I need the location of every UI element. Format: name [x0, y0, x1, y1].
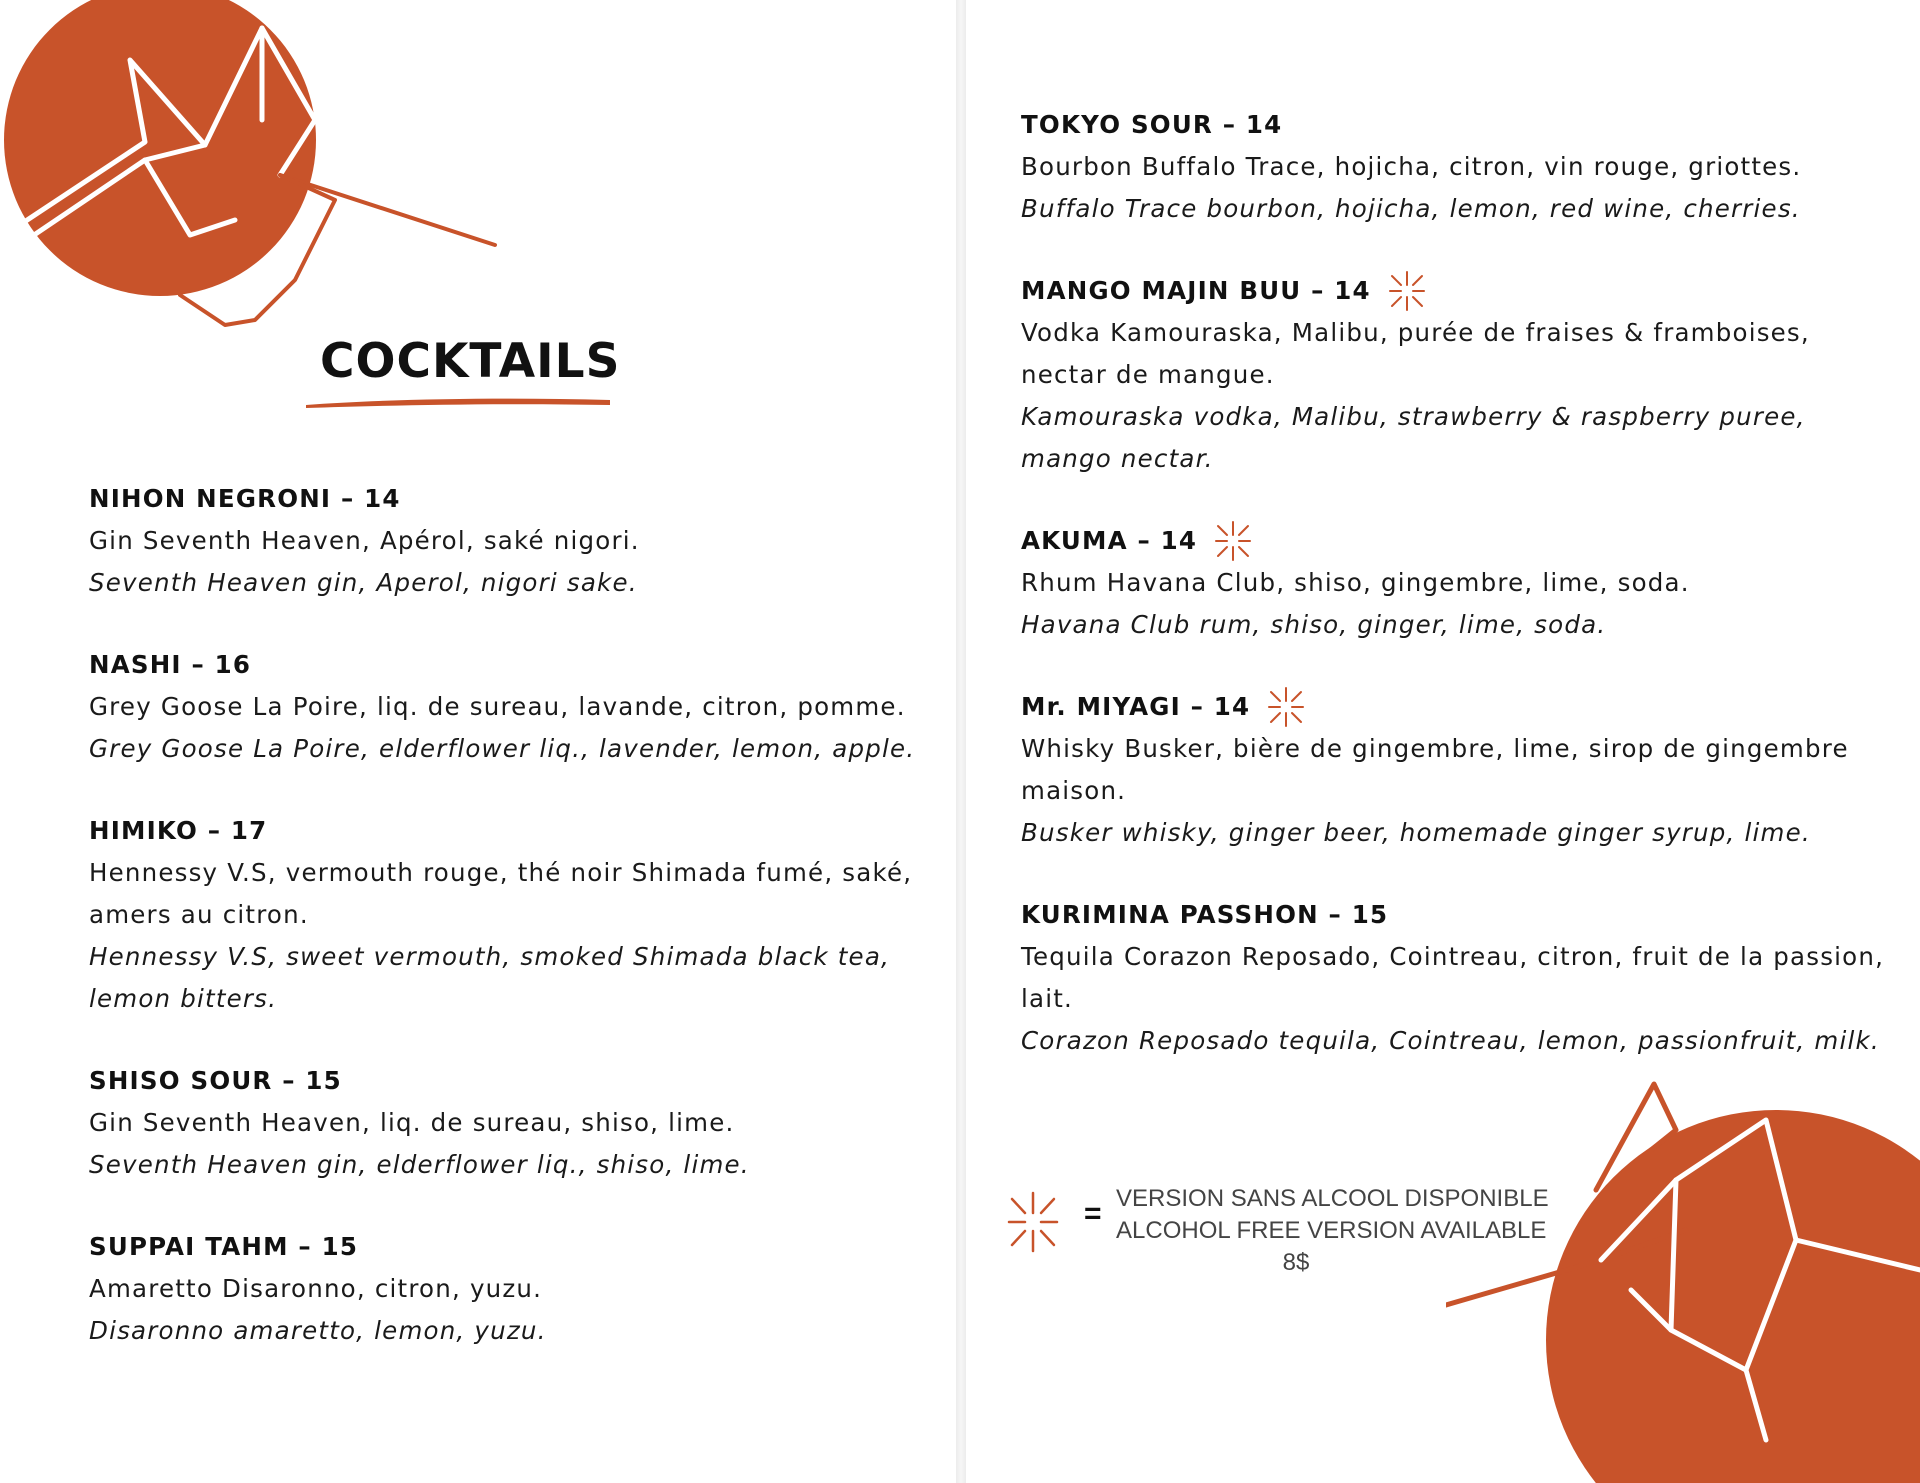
menu-item-description-fr: Hennessy V.S, vermouth rouge, thé noir Shimada fumé, saké, amers au citron.: [89, 858, 913, 929]
menu-item-header: [1021, 520, 1901, 562]
menu-item: [1021, 894, 1901, 1062]
menu-item: [89, 1226, 929, 1352]
menu-item: [89, 478, 929, 604]
menu-item-header: [1021, 894, 1901, 936]
menu-item-description-en: Seventh Heaven gin, elderflower liq., shiso, lime.: [89, 1150, 750, 1179]
menu-item-name: SHISO SOUR – 15: [89, 1066, 342, 1095]
menu-item-description-fr: Gin Seventh Heaven, liq. de sureau, shiso, lime.: [89, 1108, 735, 1137]
menu-item-description-fr: Bourbon Buffalo Trace, hojicha, citron, vin rouge, griottes.: [1021, 152, 1802, 181]
menu-item: [1021, 520, 1901, 646]
right-menu-column: [1021, 104, 1901, 1102]
menu-item-description-fr: Amaretto Disaronno, citron, yuzu.: [89, 1274, 543, 1303]
menu-item-description-fr: Whisky Busker, bière de gingembre, lime, sirop de gingembre maison.: [1021, 734, 1849, 805]
menu-item: [1021, 686, 1901, 854]
menu-item-description-fr: Rhum Havana Club, shiso, gingembre, lime, soda.: [1021, 568, 1690, 597]
menu-item: [89, 1060, 929, 1186]
menu-item-description-en: Havana Club rum, shiso, ginger, lime, soda.: [1021, 610, 1607, 639]
origami-crane-icon: [0, 0, 520, 340]
menu-item-header: [89, 810, 929, 852]
non-alcoholic-legend: [1006, 1183, 1606, 1283]
menu-item: [89, 810, 929, 1020]
menu-item-name: HIMIKO – 17: [89, 816, 268, 845]
menu-item-description-en: Grey Goose La Poire, elderflower liq., lavender, lemon, apple.: [89, 734, 916, 763]
menu-item-name: NASHI – 16: [89, 650, 252, 679]
menu-item-description-fr: Gin Seventh Heaven, Apérol, saké nigori.: [89, 526, 640, 555]
menu-item-description-en: Disaronno amaretto, lemon, yuzu.: [89, 1316, 547, 1345]
menu-item-header: [1021, 686, 1901, 728]
menu-item-header: [89, 478, 929, 520]
menu-item-name: Mr. MIYAGI – 14: [1021, 692, 1251, 721]
page-spine: [956, 0, 966, 1483]
menu-item-description-en: Kamouraska vodka, Malibu, strawberry & raspberry puree, mango nectar.: [1021, 402, 1806, 473]
menu-item-description-en: Buffalo Trace bourbon, hojicha, lemon, red wine, cherries.: [1021, 194, 1801, 223]
menu-item-description-fr: Grey Goose La Poire, liq. de sureau, lavande, citron, pomme.: [89, 692, 906, 721]
legend-equals: =: [1084, 1197, 1102, 1230]
legend-line-fr: VERSION SANS ALCOOL DISPONIBLE: [1116, 1185, 1549, 1212]
left-menu-column: [89, 478, 929, 1392]
menu-item-description-en: Hennessy V.S, sweet vermouth, smoked Shimada black tea, lemon bitters.: [89, 942, 891, 1013]
menu-item-header: [89, 1226, 929, 1268]
menu-item-description-fr: Tequila Corazon Reposado, Cointreau, citron, fruit de la passion, lait.: [1021, 942, 1885, 1013]
menu-title: COCKTAILS: [320, 334, 621, 389]
menu-item-header: [89, 644, 929, 686]
legend-price: 8$: [1282, 1249, 1310, 1276]
menu-item: [89, 644, 929, 770]
legend-line-en: ALCOHOL FREE VERSION AVAILABLE: [1116, 1217, 1547, 1244]
title-underline: [304, 393, 614, 411]
menu-item-name: KURIMINA PASSHON – 15: [1021, 900, 1389, 929]
menu-item: [1021, 270, 1901, 480]
menu-item-description-en: Seventh Heaven gin, Aperol, nigori sake.: [89, 568, 638, 597]
menu-item-name: AKUMA – 14: [1021, 526, 1198, 555]
menu-item-name: TOKYO SOUR – 14: [1021, 110, 1283, 139]
left-page: [0, 0, 956, 1483]
menu-item: [1021, 104, 1901, 230]
menu-item-description-fr: Vodka Kamouraska, Malibu, purée de fraises & framboises, nectar de mangue.: [1021, 318, 1810, 389]
legend-text: [1116, 1183, 1549, 1279]
right-page: [966, 0, 1920, 1483]
sparkle-icon: [1213, 520, 1253, 562]
menu-item-name: SUPPAI TAHM – 15: [89, 1232, 359, 1261]
menu-item-header: [1021, 270, 1901, 312]
menu-item-name: MANGO MAJIN BUU – 14: [1021, 276, 1371, 305]
sparkle-icon: [1006, 1191, 1060, 1257]
menu-item-header: [1021, 104, 1901, 146]
menu-item-header: [89, 1060, 929, 1102]
menu-item-name: NIHON NEGRONI – 14: [89, 484, 401, 513]
sparkle-icon: [1387, 270, 1427, 312]
sparkle-icon: [1266, 686, 1306, 728]
menu-item-description-en: Busker whisky, ginger beer, homemade ginger syrup, lime.: [1021, 818, 1811, 847]
menu-item-description-en: Corazon Reposado tequila, Cointreau, lemon, passionfruit, milk.: [1021, 1026, 1880, 1055]
